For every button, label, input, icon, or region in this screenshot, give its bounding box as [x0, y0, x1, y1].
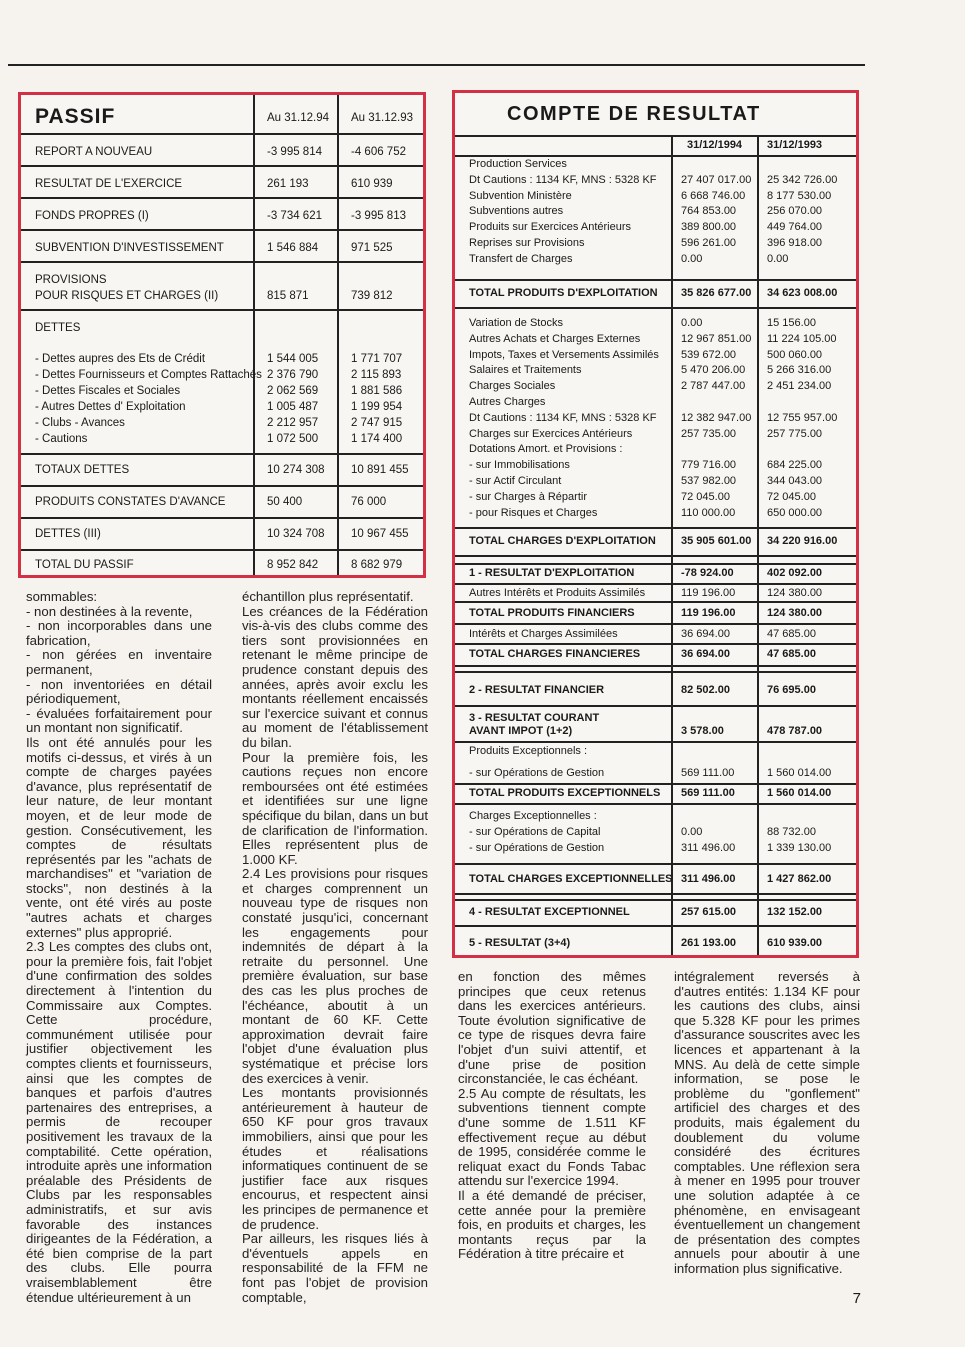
row-label: Intérêts et Charges Assimilées — [469, 628, 618, 640]
total-value: 36 694.00 — [681, 648, 730, 660]
total-value: 35 905 601.00 — [681, 535, 752, 547]
text-column-2: échantillon plus représentatif. Les créances de la Fédération vis-à-vis des clubs comme des tiers sont provisionnées en retenant le même principe de prudence constant depuis des années, après avoir exclu les montants réellement encaissés sur l'exercice suivant et connus au moment de l'établissement du bilan. Pour la première fois, les cautions reçues non encore remboursées ont été estimées et identifiées sur une ligne spécifique du bilan, dans un but de clarification de l'information. Elles représentent plus de 1.000 KF. 2.4 Les provisions pour risques et charges comprennent un nouveau type de risques non constaté jusqu'ici, concernant les engagements pour indemnités de départ à la retraite du personnel. Une première évaluation, sur base des cas les plus proches de l'échéance, aboutit à un montant de 60 KF. Cette approximation devrait faire l'objet d'une évaluation plus systématique et précise lors des exercices à venir. Les montants provisionnés antérieurement à hauteur de 650 KF pour gros travaux immobiliers, ainsi que pour les études et réalisations informatiques continuent de se justifier face aux risques encourus, et respectent ainsi les principes de permanence et de prudence. Par ailleurs, les risques liés à d'éventuels appels en responsabilité de la FFM ne font pas l'objet de provision comptable, — [242, 589, 428, 1305]
row-label: Charges Exceptionnelles : — [469, 810, 597, 822]
result-value: 132 152.00 — [767, 906, 823, 918]
total-value: 35 826 677.00 — [681, 287, 752, 299]
row-value: 8 682 979 — [351, 559, 403, 571]
total-label: TOTAL PRODUITS D'EXPLOITATION — [469, 287, 658, 299]
result-value: 257 615.00 — [681, 906, 737, 918]
row-value: 88 732.00 — [767, 826, 816, 838]
row-value: 119 196.00 — [681, 587, 736, 599]
passif-table — [18, 92, 426, 578]
row-value: 610 939 — [351, 178, 393, 190]
text-column-1: sommables: - non destinées à la revente, - non incorporables dans une fabrication, - non gérées en inventaire permanent, - non inventoriées en détail périodiquement, - évaluées forfaitairement pour un montant non significatif. Ils ont été annulés pour les motifs ci-dessus, et virés à un compte de charges payées d'avance, plus représentatif de leur nature, de leur montant moyen, et de leur mode de gestion. Consécutivement, les comptes de résultats représentés par les "achats de marchandises" et "variation de stocks", non destinés à la vente, ont été virés au poste "autres achats et charges externes" plus approprié. 2.3 Les comptes des clubs ont, pour la première fois, fait l'objet d'une confirmation des soldes directement à l'intention du Commissaire aux Comptes. Cette procédure, communément utilisée pour justifier objectivement les comptes clients et fournisseurs, ainsi que les comptes de banques et parfois d'autres partenaires des entreprises, a permis de recouper positivement les travaux de la comptabilité. Cette opération, introduite après une information préalable des Présidents de Clubs par les responsables administratifs, et sur avis favorable des instances dirigeantes de la Fédération, a été bien comprise de la part des clubs. Elle pourra vraisemblablement être étendue ultérieurement à un — [26, 589, 212, 1305]
produits-v1: 27 407 017.00 6 668 746.00 764 853.00 389 800.00 596 261.00 0.00 — [681, 173, 752, 265]
total-label: TOTAL CHARGES D'EXPLOITATION — [469, 535, 656, 547]
result-value: 82 502.00 — [681, 684, 730, 696]
section-title: DETTES — [35, 322, 81, 334]
cr-title: COMPTE DE RESULTAT — [507, 103, 761, 125]
row-label: REPORT A NOUVEAU — [35, 146, 153, 158]
total-label: TOTAL PRODUITS EXCEPTIONNELS — [469, 787, 661, 799]
row-value: 124 380.00 — [767, 587, 823, 599]
row-label: SUBVENTION D'INVESTISSEMENT — [35, 242, 224, 254]
row-value: 815 871 — [267, 290, 309, 302]
result-label: 2 - RESULTAT FINANCIER — [469, 684, 605, 696]
col-header: 31/12/1994 — [687, 139, 743, 151]
result-value: -78 924.00 — [681, 567, 734, 579]
divider — [757, 135, 759, 955]
row-value: 971 525 — [351, 242, 393, 254]
row-value: 311 496.00 — [681, 842, 736, 854]
row-label: - sur Opérations de Capital — [469, 826, 601, 838]
row-label: RESULTAT DE L'EXERCICE — [35, 178, 183, 190]
dettes-v2: 1 771 707 2 115 893 1 881 586 1 199 954 2 747 915 1 174 400 — [351, 353, 403, 445]
result-label: 5 - RESULTAT (3+4) — [469, 937, 571, 949]
row-label: PRODUITS CONSTATES D'AVANCE — [35, 496, 226, 508]
total-value: 1 427 862.00 — [767, 873, 832, 885]
row-value: 739 812 — [351, 290, 393, 302]
produits-v2: 25 342 726.00 8 177 530.00 256 070.00 449 764.00 396 918.00 0.00 — [767, 173, 838, 265]
produits-labels: Production Services Dt Cautions : 1134 KF, MNS : 5328 KF Subvention Ministère Subventions autres Produits sur Exercices Antérieurs Reprises sur Provisions Transfert de Charges — [469, 158, 657, 265]
result-label: 3 - RESULTAT COURANT — [469, 712, 600, 724]
total-value: 119 196.00 — [681, 607, 736, 619]
row-value: 10 967 455 — [351, 528, 409, 540]
text-column-3: en fonction des mêmes principes que ceux retenus dans les exercices antérieurs. Toute évolution significative de ce type de risques devra faire l'objet d'un suivi attentif, et d'une prise de position circonstanciée, le cas échéant. 2.5 Au compte de résultats, les subventions tiennent compte d'une somme de 1.511 KF effectivement reçue au début de 1995, considérée comme le reliquat exact du Fonds Tabac attendu sur l'exercice 1994. Il a été demandé de préciser, cette année pour la première fois, en produits et charges, les montants reçus par la Fédération à titre précaire et — [458, 969, 646, 1262]
result-value: 402 092.00 — [767, 567, 823, 579]
row-value: -3 995 813 — [351, 210, 406, 222]
row-label: PROVISIONS — [35, 274, 107, 286]
row-value: 36 694.00 — [681, 628, 730, 640]
total-value: 47 685.00 — [767, 648, 816, 660]
result-label: 4 - RESULTAT EXCEPTIONNEL — [469, 906, 630, 918]
row-value: -4 606 752 — [351, 146, 406, 158]
charges-v2: 15 156.00 11 224 105.00 500 060.00 5 266 316.00 2 451 234.00 12 755 957.00 257 775.00 684 225.00 344 043.00 72 045.00 650 000.00 — [767, 317, 838, 519]
dettes-v1: 1 544 005 2 376 790 2 062 569 1 005 487 2 212 957 1 072 500 — [267, 353, 319, 445]
result-value: 478 787.00 — [767, 725, 823, 737]
passif-title: PASSIF — [35, 105, 116, 128]
result-value: 261 193.00 — [681, 937, 737, 949]
row-value: 76 000 — [351, 496, 387, 508]
row-value: -3 734 621 — [267, 210, 322, 222]
total-label: TOTAL CHARGES EXCEPTIONNELLES — [469, 873, 673, 885]
compte-de-resultat-table — [452, 90, 859, 958]
row-label: TOTAUX DETTES — [35, 464, 130, 476]
total-value: 34 623 008.00 — [767, 287, 838, 299]
charges-v1: 0.00 12 967 851.00 539 672.00 5 470 206.00 2 787 447.00 12 382 947.00 257 735.00 779 716.00 537 982.00 72 045.00 110 000.00 — [681, 317, 752, 519]
row-value: 1 560 014.00 — [767, 767, 832, 779]
total-value: 34 220 916.00 — [767, 535, 838, 547]
row-label: - sur Opérations de Gestion — [469, 842, 605, 854]
page-number: 7 — [852, 1290, 861, 1307]
row-label: Autres Intérêts et Produits Assimilés — [469, 587, 646, 599]
row-label: Produits Exceptionnels : — [469, 745, 588, 757]
row-value: 261 193 — [267, 178, 309, 190]
result-label: AVANT IMPOT (1+2) — [469, 725, 573, 737]
row-value: 47 685.00 — [767, 628, 816, 640]
row-value: 10 274 308 — [267, 464, 325, 476]
row-label: POUR RISQUES ET CHARGES (II) — [35, 290, 219, 302]
row-value: -3 995 814 — [267, 146, 322, 158]
charges-labels: Variation de Stocks Autres Achats et Charges Externes Impots, Taxes et Versements Assimilés Salaires et Traitements Charges Sociales Autres Charges Dt Cautions : 1134 KF, MNS : 5328 KF Charges sur Exercices Antérieurs Dotations Amort. et Provisions : - sur Immobilisations - sur Actif Circulant - sur Charges à Répartir - pour Risques et Charges — [469, 317, 659, 519]
row-value: 1 339 130.00 — [767, 842, 832, 854]
divider — [337, 95, 339, 575]
total-value: 124 380.00 — [767, 607, 823, 619]
total-value: 311 496.00 — [681, 873, 736, 885]
result-value: 76 695.00 — [767, 684, 816, 696]
row-value: 10 891 455 — [351, 464, 409, 476]
total-value: 569 111.00 — [681, 787, 735, 799]
row-value: 8 952 842 — [267, 559, 319, 571]
row-label: TOTAL DU PASSIF — [35, 559, 134, 571]
result-label: 1 - RESULTAT D'EXPLOITATION — [469, 567, 635, 579]
row-value: 1 546 884 — [267, 242, 319, 254]
result-value: 3 578.00 — [681, 725, 724, 737]
total-label: TOTAL CHARGES FINANCIERES — [469, 648, 641, 660]
col-header: Au 31.12.94 — [267, 112, 330, 124]
col-header: 31/12/1993 — [767, 139, 823, 151]
col-header: Au 31.12.93 — [351, 112, 414, 124]
divider — [253, 95, 255, 575]
text-column-4: intégralement reversés à d'autres entités: 1.134 KF pour les cautions des clubs, ainsi que 5.328 KF pour les primes d'assurance souscrites avec les licences et appartenant à la MNS. Au delà de cette simple information, se pose le problème du "gonflement" artificiel des charges et des produits, mais également du doublement du volume considéré des écritures comptables. Une réflexion sera à mener en 1995 pour trouver une solution adaptée à ce phénomène, en envisageant éventuellement un changement de présentation des comptes annuels pour aboutir à une information plus significative. — [674, 969, 860, 1276]
row-value: 0.00 — [681, 826, 703, 838]
dettes-labels: - Dettes aupres des Ets de Crédit - Dettes Fournisseurs et Comptes Rattachés - Dettes Fiscales et Sociales - Autres Dettes d' Exploitation - Clubs - Avances - Cautions — [35, 353, 262, 445]
header-rule — [8, 64, 865, 66]
row-label: FONDS PROPRES (I) — [35, 210, 149, 222]
total-label: TOTAL PRODUITS FINANCIERS — [469, 607, 635, 619]
row-value: 569 111.00 — [681, 767, 735, 779]
result-value: 610 939.00 — [767, 937, 823, 949]
row-value: 50 400 — [267, 496, 303, 508]
row-value: 10 324 708 — [267, 528, 325, 540]
total-value: 1 560 014.00 — [767, 787, 832, 799]
row-label: - sur Opérations de Gestion — [469, 767, 605, 779]
divider — [671, 135, 673, 955]
row-label: DETTES (III) — [35, 528, 101, 540]
